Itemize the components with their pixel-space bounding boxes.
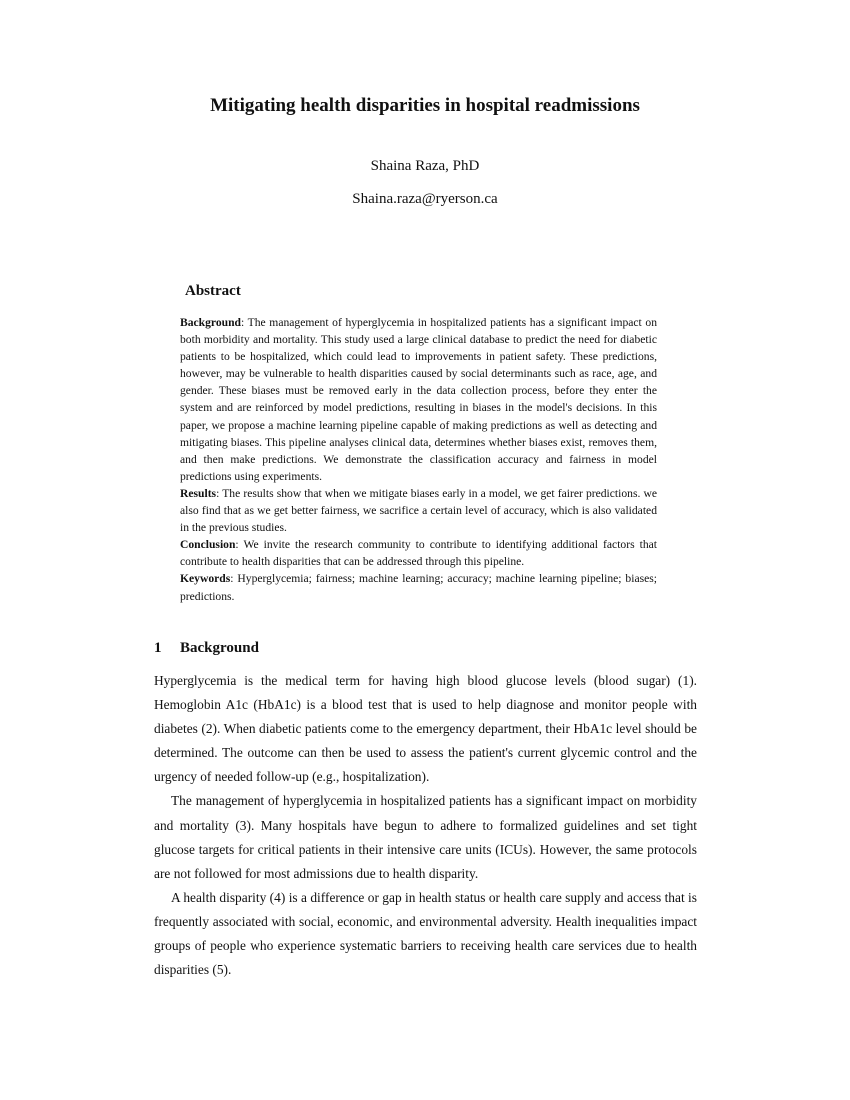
body-paragraph: The management of hyperglycemia in hospitalized patients has a significant impact on morbidity and mortality (3). Many hospitals have begun to adhere to formalized guidelines and set tight glucose targets for critical patients in their intensive care units (ICUs). However, the same protocols are not followed for most admissions due to health disparity. bbox=[154, 793, 697, 881]
body-paragraph: A health disparity (4) is a difference or gap in health status or health care supply and access that is frequently associated with social, economic, and environmental adversity. Health inequalities impact groups of people who experience systematic barriers to receiving health care services due to health disparities (5). bbox=[154, 889, 697, 978]
author-name: Shaina Raza, PhD bbox=[370, 158, 480, 174]
keywords-text: : Hyperglycemia; fairness; machine learning; accuracy; machine learning pipeline; biases; predictions. bbox=[180, 572, 657, 603]
background-label: Background bbox=[180, 316, 241, 329]
results-label: Results bbox=[180, 486, 217, 500]
body-paragraph: Hyperglycemia is the medical term for having high blood glucose levels (blood sugar) (1). Hemoglobin A1c (HbA1c) is a blood test that is used to help diagnose and monitor people with diabetes (2). When diabetic patients come to the emergency department, their HbA1c level should be determined. The outcome can then be used to assess the patient's current glycemic control and the urgency of needed follow-up (e.g., hospitalization). bbox=[154, 673, 697, 785]
keywords-label: Keywords bbox=[180, 572, 231, 586]
conclusion-text: : We invite the research community to contribute to identifying additional factors that contribute to health disparities that can be addressed through this pipeline. bbox=[180, 538, 657, 569]
section-heading bbox=[154, 640, 259, 657]
section-number: 1 bbox=[154, 640, 162, 656]
abstract-keywords bbox=[180, 570, 657, 604]
paper-title: Mitigating health disparities in hospital readmissions bbox=[210, 95, 640, 116]
abstract-conclusion bbox=[180, 536, 657, 570]
abstract-results bbox=[180, 485, 657, 536]
author-email: Shaina.raza@ryerson.ca bbox=[352, 191, 498, 207]
abstract-body bbox=[180, 314, 657, 605]
results-text: : The results show that when we mitigate biases early in a model, we get fairer predictions. we also find that as we get better fairness, we sacrifice a certain level of accuracy, which is also validated in the previous studies. bbox=[180, 486, 657, 535]
abstract-background bbox=[180, 314, 657, 485]
conclusion-label: Conclusion bbox=[180, 538, 236, 552]
section-title: Background bbox=[180, 640, 259, 656]
section-body bbox=[154, 669, 697, 982]
abstract-heading: Abstract bbox=[185, 283, 241, 299]
background-text: : The management of hyperglycemia in hospitalized patients has a significant impact on both morbidity and mortality. This study used a large clinical database to predict the need for diabetic patients to be hospitalized, which could lead to improvements in patient safety. These predictions, however, may be vulnerable to health disparities caused by social determinants such as race, age, and gender. These biases must be removed early in the data collection process, before they enter the system and are reinforced by model predictions, resulting in biases in the model's decisions. In this paper, we propose a machine learning pipeline capable of making predictions as well as detecting and mitigating biases. This pipeline analyses clinical data, determines whether biases exist, removes them, and then make predictions. We demonstrate the classification accuracy and fairness in model predictions using experiments. bbox=[180, 316, 657, 483]
